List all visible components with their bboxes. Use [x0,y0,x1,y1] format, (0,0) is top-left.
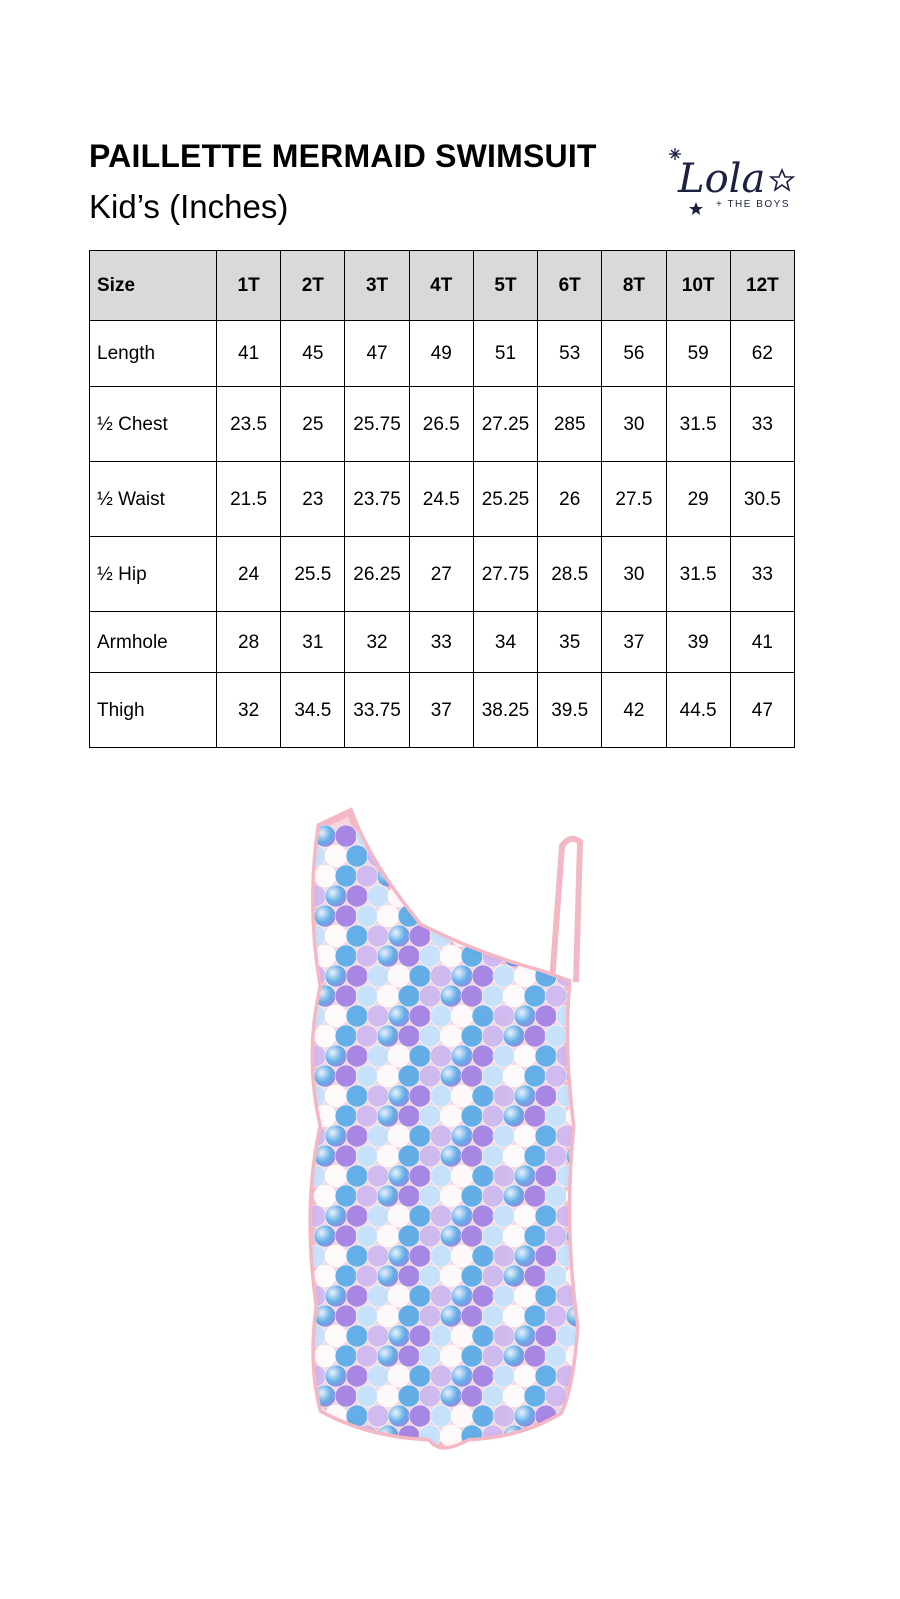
cell-value: 25.25 [481,488,530,510]
table-cell [217,612,281,673]
cell-value: 27.25 [481,413,530,435]
shoulder-strap [552,839,580,982]
brand-logo [668,140,808,222]
cell-value: 37 [623,631,645,653]
table-cell [666,537,730,612]
header-cell: 4T [409,251,473,321]
table-row [90,321,795,387]
table-row [90,673,795,748]
row-label: Length [90,321,217,387]
table-cell [409,673,473,748]
table-row [90,612,795,673]
cell-value: 26 [559,488,581,510]
cell-value: 62 [751,343,773,364]
table-cell [538,537,602,612]
table-cell [602,673,666,748]
table-header-row [90,251,795,321]
table-cell [602,537,666,612]
cell-value: 49 [430,343,452,364]
cell-value: 30 [623,563,645,585]
cell-value: 27.75 [481,563,530,585]
cell-value: 35 [559,631,581,653]
cell-value: 56 [623,343,645,364]
logo-brand-text: Lola [678,156,766,202]
cell-value: 33 [751,413,773,435]
table-cell [730,612,794,673]
cell-value: 25.75 [353,413,401,435]
header-cell: 12T [730,251,794,321]
table-cell [730,537,794,612]
cell-value: 25 [302,413,324,435]
cell-value: 32 [238,699,260,721]
cell-value: 59 [687,343,709,364]
cell-value: 37 [430,699,452,721]
sequin-pattern [304,825,588,1447]
swimsuit-product-image [300,806,590,1454]
cell-value: 31.5 [679,563,717,585]
cell-value: 47 [751,699,773,721]
header-cell: 5T [473,251,537,321]
cell-value: 285 [553,413,586,435]
table-row [90,387,795,462]
star-icon [771,170,793,190]
table-cell [730,462,794,537]
table-cell [281,673,345,748]
table-cell [409,462,473,537]
cell-value: 31.5 [679,413,717,435]
row-label: ½ Hip [90,537,217,612]
cell-value: 41 [751,631,773,653]
table-cell [473,673,537,748]
cell-value: 23 [302,488,324,510]
logo-tagline: + THE BOYS [716,199,791,210]
header-cell: 3T [345,251,409,321]
cell-value: 25.5 [294,563,332,585]
cell-value: 21.5 [230,488,268,510]
table-cell [538,387,602,462]
table-cell [666,673,730,748]
table-cell [538,612,602,673]
row-label: ½ Chest [90,387,217,462]
table-cell [730,673,794,748]
cell-value: 39 [687,631,709,653]
row-label: Thigh [90,673,217,748]
cell-value: 41 [238,343,260,364]
cell-value: 28 [238,631,260,653]
cell-value: 34 [494,631,517,653]
table-cell [473,462,537,537]
table-cell [345,387,409,462]
table-cell [217,387,281,462]
cell-value: 24 [238,563,260,585]
cell-value: 27.5 [615,488,653,510]
header-cell: 8T [602,251,666,321]
table-row [90,462,795,537]
size-chart-table [89,250,795,748]
header-cell: 2T [281,251,345,321]
cell-value: 53 [559,343,581,364]
table-cell [345,612,409,673]
small-star-icon [689,202,703,215]
table-cell [409,387,473,462]
table-cell [281,612,345,673]
cell-value: 29 [687,488,709,510]
table-cell [473,612,537,673]
cell-value: 26.5 [422,413,460,435]
table-cell [538,673,602,748]
table-cell [345,673,409,748]
table-cell [217,321,281,387]
table-cell [473,321,537,387]
table-cell [666,387,730,462]
cell-value: 27 [430,563,452,585]
table-cell [345,462,409,537]
page-subtitle: Kid’s (Inches) [89,188,289,225]
table-cell [281,462,345,537]
cell-value: 33.75 [353,699,401,721]
table-cell [473,387,537,462]
table-cell [409,321,473,387]
table-cell [602,612,666,673]
cell-value: 33 [751,563,773,585]
table-cell [666,321,730,387]
cell-value: 30.5 [743,488,781,510]
cell-value: 45 [302,343,324,364]
cell-value: 47 [366,343,388,364]
table-cell [409,537,473,612]
table-cell [217,673,281,748]
header-cell-size: Size [90,251,217,321]
cell-value: 38.25 [481,699,530,721]
table-cell [473,537,537,612]
cell-value: 44.5 [679,699,717,721]
table-cell [281,321,345,387]
cell-value: 39.5 [551,699,589,721]
table-cell [345,321,409,387]
table-cell [538,321,602,387]
table-cell [730,321,794,387]
cell-value: 51 [494,343,517,364]
table-cell [217,462,281,537]
table-cell [538,462,602,537]
cell-value: 28.5 [551,563,589,585]
header-cell: 10T [666,251,730,321]
cell-value: 34.5 [294,699,332,721]
table-cell [602,321,666,387]
cell-value: 32 [366,631,388,653]
cell-value: 42 [623,699,645,721]
table-cell [602,462,666,537]
table-cell [602,387,666,462]
header-cell: 1T [217,251,281,321]
cell-value: 31 [302,631,324,653]
table-cell [730,387,794,462]
table-row [90,537,795,612]
cell-value: 24.5 [422,488,460,510]
cell-value: 33 [430,631,452,653]
table-cell [666,462,730,537]
table-body [90,321,795,748]
table-cell [281,387,345,462]
table-cell [409,612,473,673]
cell-value: 26.25 [353,563,401,585]
table-cell [345,537,409,612]
cell-value: 23.5 [230,413,268,435]
row-label: Armhole [90,612,217,673]
table-cell [217,537,281,612]
page-title: PAILLETTE MERMAID SWIMSUIT [89,138,597,174]
table-cell [666,612,730,673]
cell-value: 30 [623,413,645,435]
cell-value: 23.75 [353,488,401,510]
table-cell [281,537,345,612]
header-cell: 6T [538,251,602,321]
row-label: ½ Waist [90,462,217,537]
